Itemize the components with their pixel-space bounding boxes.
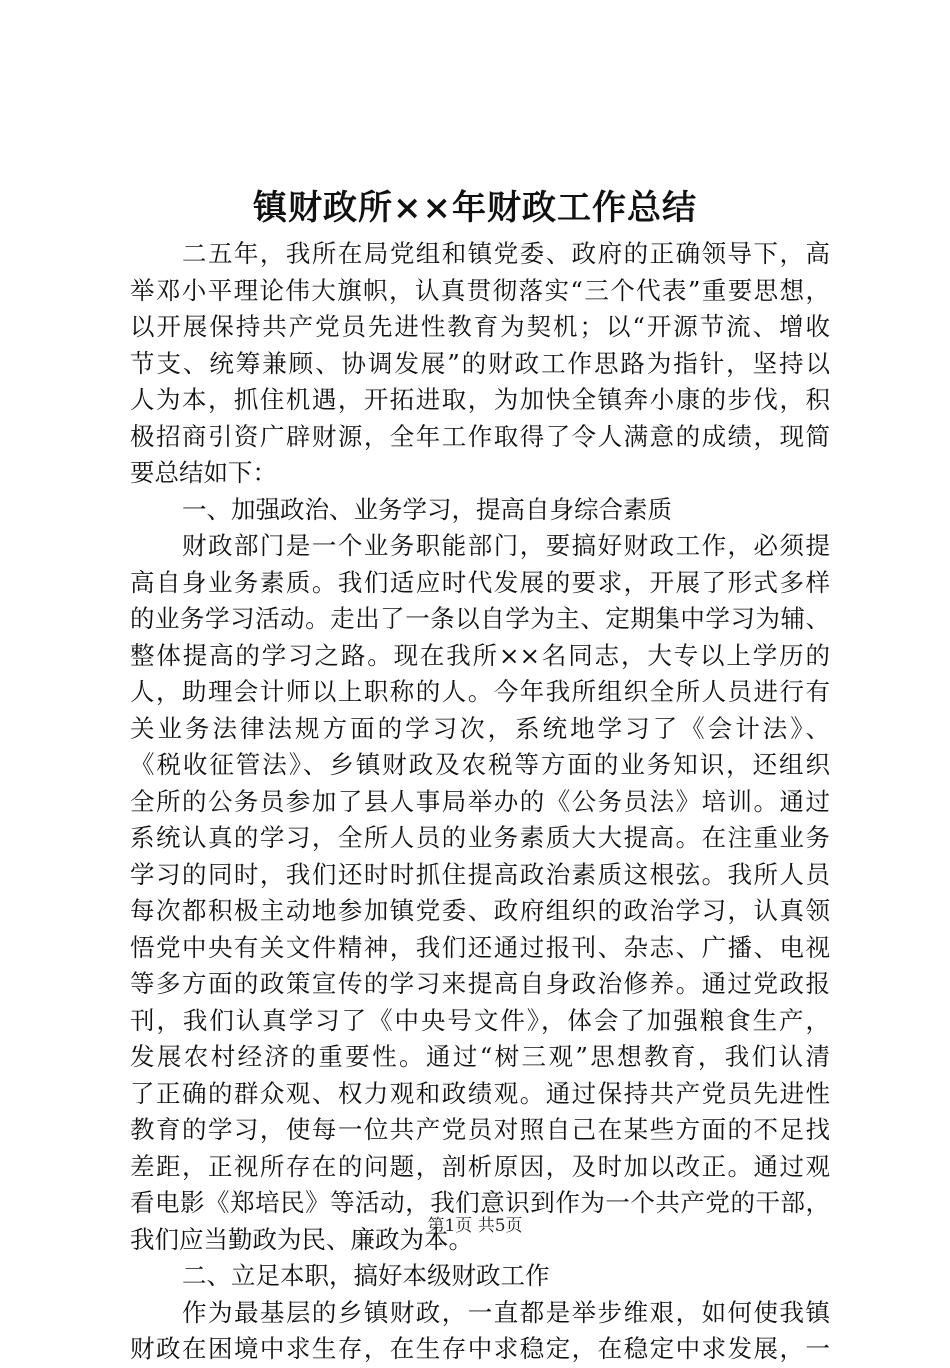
- body-line: 要总结如下：: [130, 458, 277, 487]
- section-heading: 二、立足本职，搞好本级财政工作: [182, 1261, 550, 1290]
- body-line: 财政在困境中求生存，在生存中求稳定，在稳定中求发展，一: [130, 1334, 830, 1363]
- body-line: 悟党中央有关文件精神，我们还通过报刊、杂志、广播、电视: [130, 932, 830, 962]
- body-line: 的业务学习活动。走出了一条以自学为主、定期集中学习为辅、: [130, 604, 830, 633]
- body-line: 作为最基层的乡镇财政，一直都是举步维艰，如何使我镇: [182, 1297, 830, 1327]
- body-line: 整体提高的学习之路。现在我所××名同志，大专以上学历的: [130, 640, 830, 670]
- body-line: 刊，我们认真学习了《中央号文件》，体会了加强粮食生产，: [130, 1005, 830, 1035]
- body-line: 二五年，我所在局党组和镇党委、政府的正确领导下，高: [182, 239, 830, 268]
- body-line: 极招商引资广辟财源，全年工作取得了令人满意的成绩，现简: [130, 421, 830, 451]
- body-line: 我们应当勤政为民、廉政为本。: [130, 1224, 473, 1254]
- body-line: 每次都积极主动地参加镇党委、政府组织的政治学习，认真领: [130, 896, 830, 925]
- body-line: 举邓小平理论伟大旗帜，认真贯彻落实“三个代表”重要思想，: [130, 275, 830, 305]
- body-line: 看电影《郑培民》等活动，我们意识到作为一个共产党的干部，: [130, 1188, 830, 1217]
- body-line: 关业务法律法规方面的学习次，系统地学习了《会计法》、: [130, 713, 830, 743]
- body-line: 发展农村经济的重要性。通过“树三观”思想教育，我们认清: [130, 1042, 830, 1071]
- page-number: 第1页 共5页: [427, 1216, 523, 1236]
- body-line: 人为本，抓住机遇，开拓进取，为加快全镇奔小康的步伐，积: [130, 385, 830, 414]
- document-body: [130, 236, 830, 1368]
- body-line: 系统认真的学习，全所人员的业务素质大大提高。在注重业务: [130, 823, 830, 852]
- body-line: 等多方面的政策宣传的学习来提高自身政治修养。通过党政报: [130, 969, 830, 998]
- body-line: 以开展保持共产党员先进性教育为契机；以“开源节流、增收: [130, 312, 830, 341]
- body-line: 财政部门是一个业务职能部门，要搞好财政工作，必须提: [182, 531, 830, 560]
- body-line: 差距，正视所存在的问题，剖析原因，及时加以改正。通过观: [130, 1151, 830, 1181]
- body-line: 了正确的群众观、权力观和政绩观。通过保持共产党员先进性: [130, 1078, 830, 1108]
- body-line: 《税收征管法》、乡镇财政及农税等方面的业务知识，还组织: [130, 750, 830, 779]
- document-title: 镇财政所××年财政工作总结: [253, 188, 697, 228]
- body-line: 高自身业务素质。我们适应时代发展的要求，开展了形式多样: [130, 567, 830, 597]
- body-line: 学习的同时，我们还时时抓住提高政治素质这根弦。我所人员: [130, 859, 830, 889]
- section-heading: 一、加强政治、业务学习，提高自身综合素质: [182, 494, 672, 524]
- body-line: 全所的公务员参加了县人事局举办的《公务员法》培训。通过: [130, 786, 830, 816]
- body-line: 教育的学习，使每一位共产党员对照自己在某些方面的不足找: [130, 1115, 830, 1144]
- body-line: 节支、统筹兼顾、协调发展”的财政工作思路为指针，坚持以: [130, 348, 830, 378]
- body-line: 人，助理会计师以上职称的人。今年我所组织全所人员进行有: [130, 677, 830, 706]
